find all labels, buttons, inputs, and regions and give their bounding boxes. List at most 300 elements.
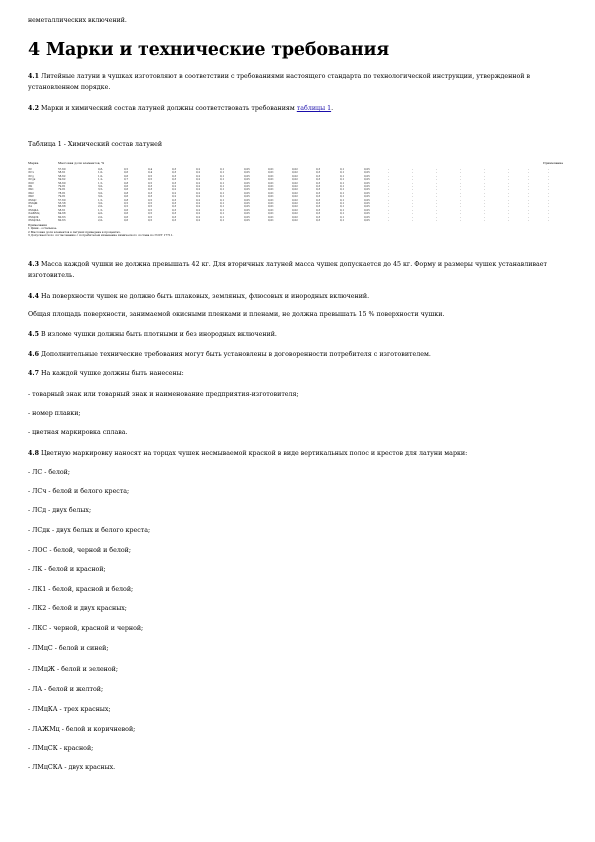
table-cell: 0,05	[364, 191, 370, 195]
clause-number: 4.7	[28, 370, 39, 377]
table-cell: -	[528, 181, 529, 185]
table-cell: 0,05	[244, 181, 250, 185]
table-cell: 0,02	[292, 215, 298, 219]
table-cell: 0,02	[292, 208, 298, 212]
paragraph-text: Цветную маркировку наносят на торцах чушек несмываемой краской в виде вертикальных полос и крестов для латуни марки:	[38, 450, 468, 457]
table-cell: -	[528, 219, 529, 222]
table-cell: 0,6	[124, 171, 129, 175]
table-cell: 0,8	[124, 191, 129, 195]
table-cell: 0,05	[244, 195, 250, 199]
paragraph	[28, 585, 547, 596]
table-cell: 0,3	[172, 168, 177, 171]
table-cell: 0,05	[364, 174, 370, 178]
table-cell: 0,05	[244, 178, 250, 182]
table-cell: -	[412, 195, 413, 199]
clause-number: 4.1	[28, 73, 39, 80]
table-cell: -	[484, 174, 485, 178]
table-cell: -	[484, 171, 485, 175]
table-cell: 0,2	[196, 181, 201, 185]
paragraph-text: - товарный знак или товарный знак и наименование предприятия-изготовителя;	[28, 391, 299, 398]
table-cell: 0,1	[220, 171, 225, 175]
table-cell: 0,05	[244, 202, 250, 205]
table-cell: 58-62	[58, 174, 66, 178]
table-cell: 0,01	[268, 219, 274, 222]
table-cell: -	[508, 195, 509, 199]
table-cell: 0,1	[220, 205, 225, 209]
table-cell: -	[460, 215, 461, 219]
table-cell: -	[548, 185, 549, 188]
paragraph-text: - номер плавки;	[28, 410, 81, 417]
paragraph	[28, 487, 547, 498]
table-row-grade: ЛАЖМц	[28, 212, 40, 216]
table-cell: 2,0-	[98, 215, 104, 219]
table-cell: 66-68	[58, 205, 66, 209]
table-cell: 2,0-	[98, 205, 104, 209]
table-cell: -	[484, 168, 485, 171]
table-cell: 0,02	[292, 185, 298, 188]
table-cell: -	[436, 181, 437, 185]
table-cell: 0,5	[148, 205, 153, 209]
table-cell: -	[528, 171, 529, 175]
table-cell: 57-60	[58, 168, 66, 171]
table-cell: 0,3	[316, 208, 321, 212]
table-cell: 0,6	[124, 208, 129, 212]
table-cell: 0,1	[220, 188, 225, 192]
table-cell: 0,2	[196, 212, 201, 216]
table-cell: 0,5	[124, 202, 129, 205]
table-cell: 64-68	[58, 212, 66, 216]
paragraph-text: - ЛМцЖ - белой и зеленой;	[28, 666, 118, 673]
table-cell: 0,2	[196, 202, 201, 205]
table-cell: 1,5-	[98, 198, 104, 202]
table-notes	[28, 224, 173, 238]
table-cell: 0,3	[316, 195, 321, 199]
table-cell: 0,3	[172, 208, 177, 212]
table-cell: -	[388, 168, 389, 171]
table-cell: -	[388, 174, 389, 178]
paragraph-text: Дополнительные технические требования могут быть установлены в договоренности потребителя с изготовителем.	[38, 351, 431, 358]
table-cell: 0,3	[316, 171, 321, 175]
paragraph-text: Литейные латуни в чушках изготовляют в соответствии с требованиями настоящего стандарта по технологической инструкции, утвержденной в установленном порядке.	[28, 73, 531, 91]
paragraph	[28, 330, 547, 341]
table-cell: 0,02	[292, 205, 298, 209]
table-cell: 0,6	[124, 174, 129, 178]
table-cell: -	[548, 174, 549, 178]
table-cell: 0,3	[316, 215, 321, 219]
table-row-grade: ЛМцС	[28, 198, 37, 202]
table-cell: -	[484, 195, 485, 199]
table-cell: -	[528, 168, 529, 171]
table-cell: 0,05	[244, 205, 250, 209]
table-cell: 0,1	[340, 181, 345, 185]
table-cell: 0,1	[340, 185, 345, 188]
table-cell: 0,3	[316, 191, 321, 195]
table-cell: 0,05	[364, 181, 370, 185]
table-cell: 0,05	[364, 168, 370, 171]
table-cell: 0,02	[292, 174, 298, 178]
table-cell: 0,1	[220, 185, 225, 188]
table-cell: 0,5	[148, 181, 153, 185]
table-cell: -	[528, 202, 529, 205]
table-cell: -	[548, 178, 549, 182]
table-cell: 0,6	[124, 219, 129, 222]
table-cell: 0,6	[124, 212, 129, 216]
table-cell: 0,5	[148, 212, 153, 216]
table-cell: 0,05	[244, 219, 250, 222]
table-cell: 0,02	[292, 195, 298, 199]
table-cell: 0,8-	[98, 168, 104, 171]
table-cell: 0,3	[316, 188, 321, 192]
table-cell: 0,1	[340, 219, 345, 222]
paragraph-text: - ЛС - белой;	[28, 469, 70, 476]
table-cell: 0,01	[268, 191, 274, 195]
table-cell: -	[412, 181, 413, 185]
table-cell: 0,1	[340, 205, 345, 209]
table-cell: 0,05	[364, 188, 370, 192]
table-cell: -	[528, 188, 529, 192]
table-cell: 0,1	[340, 215, 345, 219]
table-cell: 0,02	[292, 171, 298, 175]
table-cell: 0,2	[196, 205, 201, 209]
table-cell: -	[508, 178, 509, 182]
table-cell: -	[388, 185, 389, 188]
table-cell: -	[484, 202, 485, 205]
table-cell: -	[388, 202, 389, 205]
table-cell: 0,4	[148, 168, 153, 171]
paragraph	[28, 468, 547, 479]
table-cell: -	[508, 205, 509, 209]
table-cell: 0,01	[268, 215, 274, 219]
paragraph-text: - ЛМцСКА - двух красных.	[28, 764, 116, 771]
table-cell: 0,05	[244, 212, 250, 216]
table-cell: -	[548, 168, 549, 171]
table-cell: -	[412, 188, 413, 192]
table-cell: 0,3	[172, 215, 177, 219]
table-cell: -	[388, 188, 389, 192]
table-cell: -	[528, 205, 529, 209]
table-cell: -	[412, 185, 413, 188]
table-cell: -	[388, 181, 389, 185]
table-cell: 0,2	[196, 188, 201, 192]
paragraph	[28, 644, 547, 655]
table-cell: 3,0-	[98, 185, 104, 188]
table-cell: 0,3	[148, 191, 153, 195]
paragraph-text: На поверхности чушек не должно быть шлаковых, земляных, флюсовых и инородных включений.	[38, 293, 370, 300]
paragraph-text: - ЛМцСК - красной;	[28, 745, 94, 752]
table-cell: 0,05	[364, 198, 370, 202]
table-cell: 0,05	[244, 174, 250, 178]
paragraph-tail: .	[331, 105, 334, 112]
table-cell: 0,3	[172, 205, 177, 209]
table-cell: -	[460, 195, 461, 199]
table-cell: 0,1	[220, 181, 225, 185]
table-caption: Таблица 1 - Химический состав латуней	[28, 141, 163, 148]
paragraph-text: - ЛК2 - белой и двух красных;	[28, 605, 127, 612]
table-cell: -	[436, 168, 437, 171]
table-cell: -	[460, 208, 461, 212]
table-cell: 0,05	[364, 208, 370, 212]
table-cell: -	[508, 219, 509, 222]
table-cell: -	[436, 219, 437, 222]
paragraph-text: - ЛМцКА - трех красных;	[28, 706, 111, 713]
table-cell: 0,3	[316, 205, 321, 209]
table-cell: 53-58	[58, 202, 66, 205]
table-row-grade: ЛСд	[28, 174, 34, 178]
table-cell: 0,5	[148, 219, 153, 222]
table-cell: 0,2	[196, 171, 201, 175]
table-cell: 0,02	[292, 219, 298, 222]
table-cell: -	[412, 205, 413, 209]
table-cell: 0,01	[268, 188, 274, 192]
table-cell: 3,0-	[98, 202, 104, 205]
table-cell: 0,05	[364, 178, 370, 182]
table-cell: 0,2	[172, 185, 177, 188]
paragraph	[28, 449, 547, 460]
table-cell: 0,2	[196, 185, 201, 188]
table-cell: 0,01	[268, 174, 274, 178]
table-row-grade: ЛК	[28, 185, 33, 188]
table-cell: 57-60	[58, 198, 66, 202]
table-cell: 60-63	[58, 215, 66, 219]
table-cell: 0,05	[364, 212, 370, 216]
table-cell: -	[484, 181, 485, 185]
table-cell: 0,01	[268, 171, 274, 175]
table-cell: -	[484, 188, 485, 192]
table-cell: -	[528, 195, 529, 199]
paragraph	[28, 260, 547, 281]
table-cell: -	[436, 188, 437, 192]
table-cell: 0,02	[292, 178, 298, 182]
table-cell: 79-81	[58, 185, 66, 188]
table-row-grade: ЛК1	[28, 188, 34, 192]
table-cell: 0,05	[244, 188, 250, 192]
table-cell: 0,1	[220, 198, 225, 202]
paragraph	[28, 705, 547, 716]
table-cell: 0,1	[340, 168, 345, 171]
table-cell: 0,1	[220, 202, 225, 205]
table-cell: -	[548, 191, 549, 195]
table-cell: -	[388, 212, 389, 216]
table-cell: 0,01	[268, 185, 274, 188]
table-cell: -	[460, 185, 461, 188]
table-cell: -	[548, 212, 549, 216]
paragraph	[28, 390, 547, 401]
paragraph-text: - ЛСч - белой и белого креста;	[28, 488, 130, 495]
table-row-grade: ЛС	[28, 168, 33, 171]
table-cell: -	[436, 215, 437, 219]
table-cell: -	[412, 208, 413, 212]
table-cell: 0,01	[268, 178, 274, 182]
table-cell: 0,1	[220, 219, 225, 222]
table-cell: 0,1	[340, 174, 345, 178]
table-cell: 0,01	[268, 181, 274, 185]
table-cell: 0,3	[316, 178, 321, 182]
table-cell: -	[484, 198, 485, 202]
table-cell: -	[460, 181, 461, 185]
table-cell: -	[528, 212, 529, 216]
table-cell: 0,4	[148, 171, 153, 175]
table-cell: -	[436, 185, 437, 188]
paragraph	[28, 725, 547, 736]
table-cell: 0,3	[172, 171, 177, 175]
table-cell: -	[548, 202, 549, 205]
table-cell: -	[460, 168, 461, 171]
paragraph-text: В изломе чушки должны быть плотными и без инородных включений.	[38, 331, 277, 338]
table-row-grade: ЛСдк	[28, 178, 36, 182]
table-cell: 0,1	[220, 168, 225, 171]
table-cell: 0,3	[172, 212, 177, 216]
clause-number: 4.3	[28, 261, 39, 268]
table-cell: 0,3	[172, 202, 177, 205]
table-cell: 1,0-	[98, 174, 104, 178]
table-cell: 0,6	[124, 185, 129, 188]
chemical-composition-table	[28, 161, 568, 223]
table-cell: 0,7	[124, 178, 129, 182]
table-cell: 0,02	[292, 202, 298, 205]
table-cell: 56-60	[58, 181, 66, 185]
paragraph-text: - ЛОС - белой, черной и белой;	[28, 547, 131, 554]
table-cell: -	[412, 212, 413, 216]
table-cell: 0,05	[364, 171, 370, 175]
paragraph	[28, 104, 547, 115]
paragraph	[28, 685, 547, 696]
table-cell: -	[484, 191, 485, 195]
table-cell: -	[460, 174, 461, 178]
paragraph-text: - ЛСдк - двух белых и белого креста;	[28, 527, 151, 534]
paragraph-text: - ЛСд - двух белых;	[28, 507, 92, 514]
table-cell: -	[528, 178, 529, 182]
clause-number: 4.6	[28, 351, 39, 358]
table-cell: -	[484, 212, 485, 216]
paragraph	[28, 546, 547, 557]
clause-number: 4.2	[28, 105, 39, 112]
table-cell: 4,0-	[98, 212, 104, 216]
section-title: 4 Марки и технические требования	[28, 40, 390, 60]
table-cell: -	[548, 188, 549, 192]
table-cell: -	[412, 178, 413, 182]
table-cell: 0,8	[124, 181, 129, 185]
table-cell: -	[548, 219, 549, 222]
table-cell: 0,2	[172, 188, 177, 192]
table-cell: -	[528, 191, 529, 195]
table-cell: 0,01	[268, 195, 274, 199]
table-cell: 0,2	[196, 168, 201, 171]
table-cell: 0,02	[292, 198, 298, 202]
table-cell: 0,1	[340, 191, 345, 195]
table-cell: 79-81	[58, 195, 66, 199]
table-cell: -	[412, 215, 413, 219]
paragraph	[28, 604, 547, 615]
table-cell: -	[528, 215, 529, 219]
table-cell: 0,02	[292, 181, 298, 185]
table-cell: 0,5	[124, 205, 129, 209]
table-cell: -	[484, 208, 485, 212]
table-cell: 0,8	[124, 198, 129, 202]
table-cell: 59-62	[58, 178, 66, 182]
table-cell: 0,2	[196, 219, 201, 222]
table-cell: 79-81	[58, 188, 66, 192]
table-cell: 0,6	[124, 195, 129, 199]
table-cell: 0,05	[244, 191, 250, 195]
paragraph	[28, 72, 547, 93]
table-cell: -	[388, 198, 389, 202]
table-cell: 0,01	[268, 202, 274, 205]
paragraph	[28, 624, 547, 635]
table-cell: 0,5	[148, 174, 153, 178]
table-cell: -	[508, 174, 509, 178]
table-cell: 0,1	[220, 195, 225, 199]
table-cell: 0,05	[364, 215, 370, 219]
table-cell: 0,05	[244, 208, 250, 212]
paragraph-text: Общая площадь поверхности, занимаемой окисными пленками и пленами, не должна превышать 15 % поверхности чушки.	[28, 311, 445, 318]
paragraph	[28, 428, 547, 439]
table-cell: 0,5	[124, 168, 129, 171]
table-cell: 0,5	[148, 215, 153, 219]
table-row-grade: ЛА	[28, 205, 33, 209]
clause-number: 4.4	[28, 293, 39, 300]
table-cell: 0,1	[340, 195, 345, 199]
table-cell: 0,05	[244, 168, 250, 171]
paragraph	[28, 526, 547, 537]
table-cell: -	[412, 168, 413, 171]
table-cell: -	[412, 198, 413, 202]
table-cell: 0,3	[316, 185, 321, 188]
table-cell: -	[548, 181, 549, 185]
table-cell: -	[412, 202, 413, 205]
table-cell: -	[528, 174, 529, 178]
table-cell: 0,3	[172, 181, 177, 185]
table-cell: 3,0-	[98, 191, 104, 195]
paragraph-text: - ЛАЖМц - белой и коричневой;	[28, 726, 136, 733]
table-cell: 0,05	[244, 215, 250, 219]
table-cell: -	[508, 188, 509, 192]
table-cell: 0,01	[268, 212, 274, 216]
paragraph-text: - ЛКС - черной, красной и черной;	[28, 625, 144, 632]
table-cell: 0,05	[244, 185, 250, 188]
table-cell: -	[388, 178, 389, 182]
table-cell: 2,0-	[98, 219, 104, 222]
table-row-grade: ЛМцКА	[28, 208, 39, 212]
paragraph	[28, 292, 547, 303]
table-cell: 0,3	[148, 185, 153, 188]
table-cell: 0,3	[316, 198, 321, 202]
table-cell: 0,01	[268, 168, 274, 171]
table-cell: -	[436, 198, 437, 202]
table-cell: 58-61	[58, 171, 66, 175]
table-cell: -	[508, 208, 509, 212]
table-cell: 0,5	[148, 208, 153, 212]
table-cell: -	[412, 219, 413, 222]
table-note: 1 Цинк - остальное.	[28, 226, 58, 231]
table-cell: 58-61	[58, 208, 66, 212]
table-cell: 0,6	[124, 215, 129, 219]
table-cell: 0,05	[244, 198, 250, 202]
table-row-grade: ЛК2	[28, 191, 34, 195]
table-row-grade: ЛКС	[28, 195, 35, 199]
table-cell: 0,1	[340, 198, 345, 202]
table-cell: -	[460, 212, 461, 216]
table-cell: -	[412, 171, 413, 175]
table-reference-link[interactable]: таблицы 1	[296, 105, 332, 112]
table-cell: 0,1	[220, 215, 225, 219]
table-cell: 1,5-	[98, 208, 104, 212]
table-row-grade: ЛМцСК	[28, 215, 39, 219]
table-cell: -	[412, 191, 413, 195]
table-row-grade: ЛМцЖ	[28, 202, 38, 205]
table-cell: -	[436, 212, 437, 216]
table-cell: -	[548, 195, 549, 199]
paragraph	[28, 744, 547, 755]
